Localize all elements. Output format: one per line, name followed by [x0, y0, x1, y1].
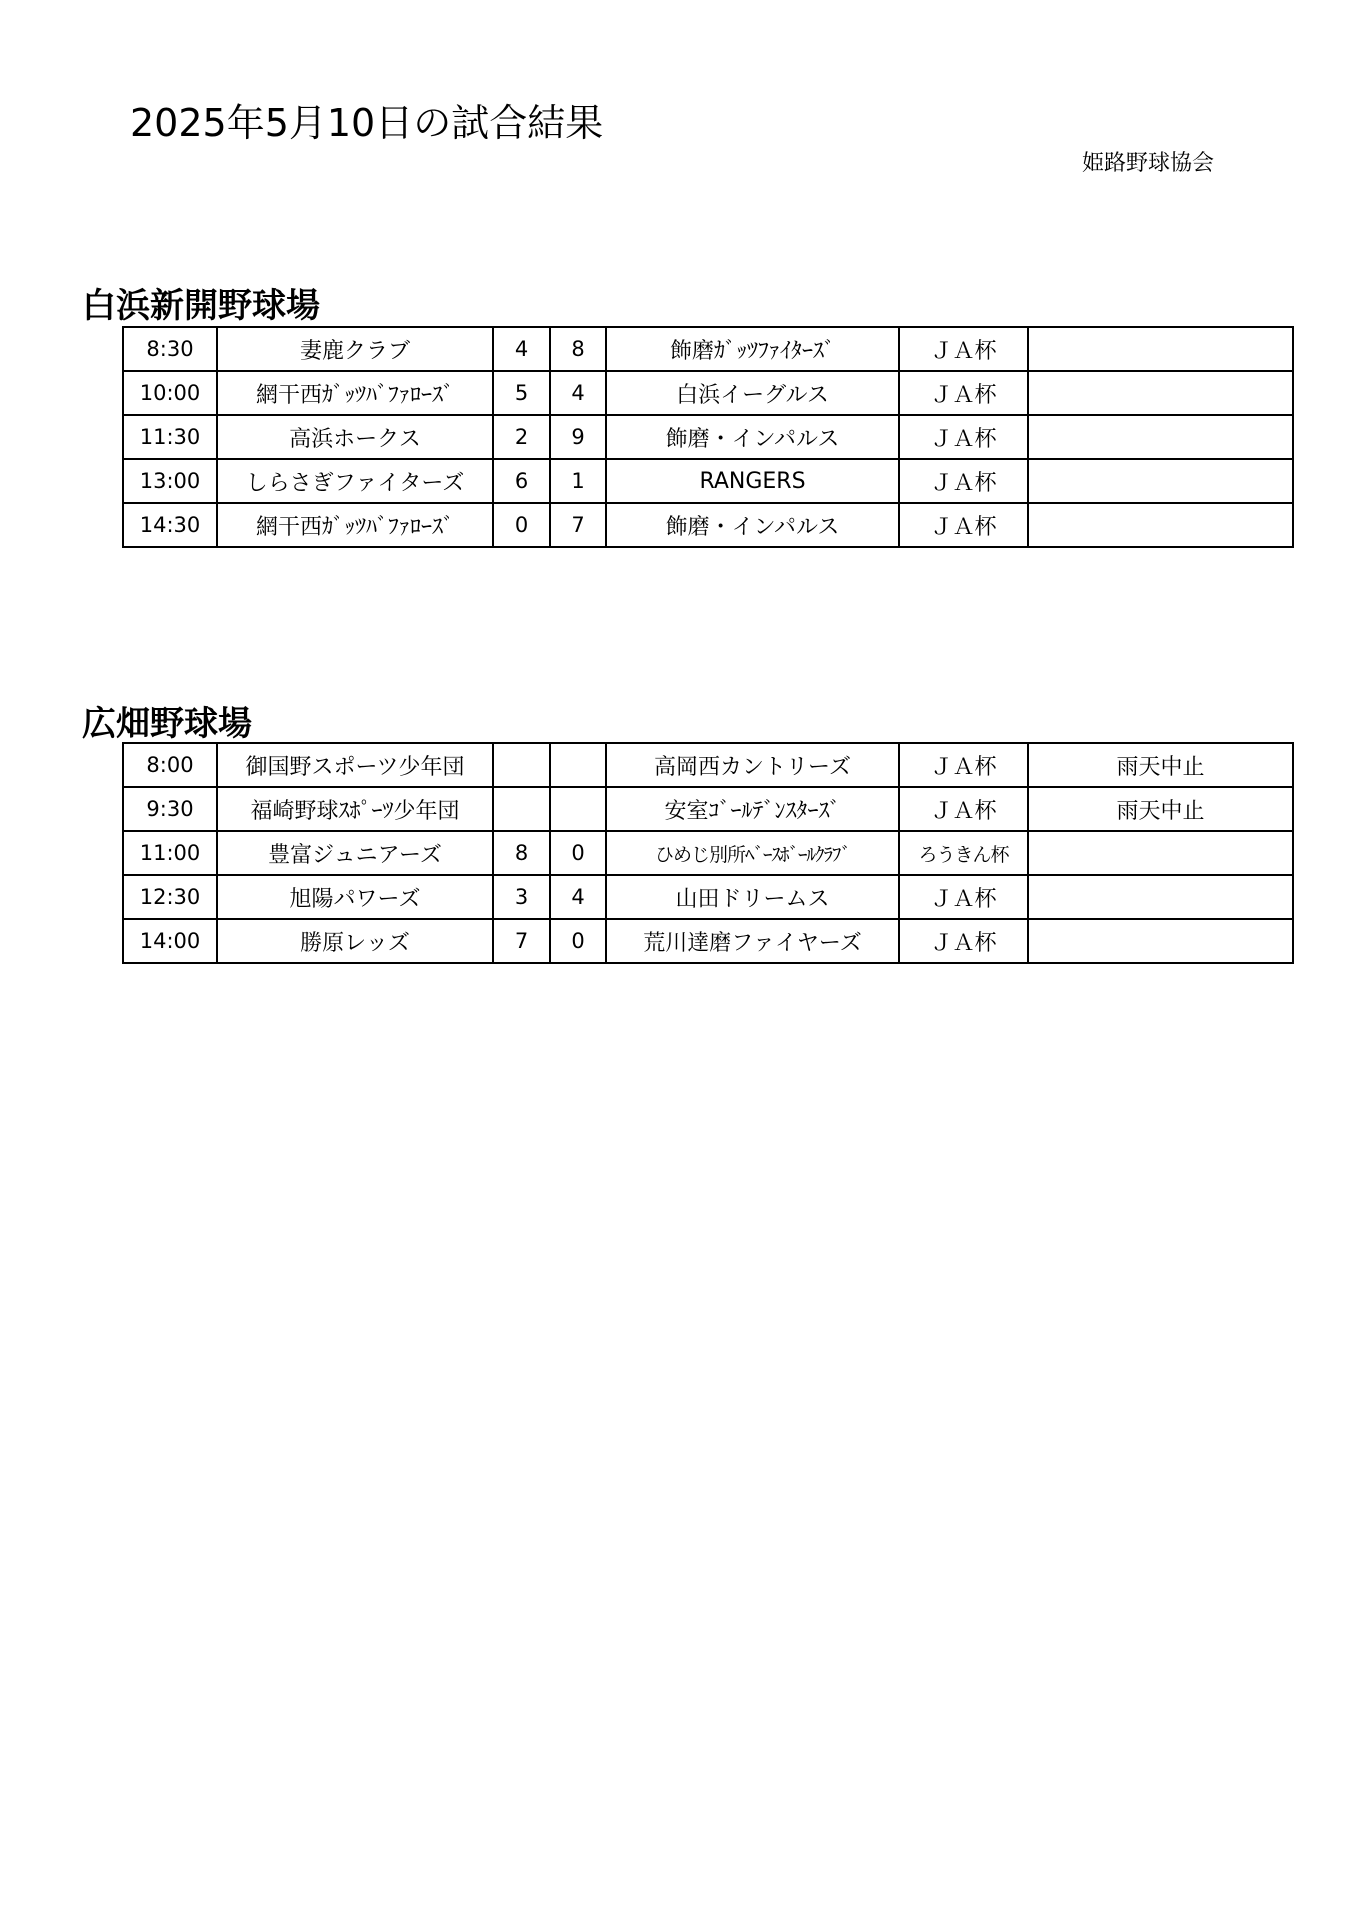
away-team: 白浜イーグルス: [606, 371, 899, 415]
home-score: 5: [493, 371, 550, 415]
game-time: 14:30: [123, 503, 217, 547]
game-note: [1028, 327, 1293, 371]
cup-name: ＪＡ杯: [899, 459, 1028, 503]
game-time: 9:30: [123, 787, 217, 831]
home-team: 網干西ｶﾞｯﾂﾊﾞﾌｧﾛｰｽﾞ: [217, 371, 493, 415]
cup-name: ＪＡ杯: [899, 743, 1028, 787]
home-team: 妻鹿クラブ: [217, 327, 493, 371]
away-score: 8: [550, 327, 606, 371]
game-time: 12:30: [123, 875, 217, 919]
away-score: [550, 787, 606, 831]
cup-name: ＪＡ杯: [899, 415, 1028, 459]
home-team: 豊富ジュニアーズ: [217, 831, 493, 875]
game-time: 11:30: [123, 415, 217, 459]
game-note: [1028, 875, 1293, 919]
away-team: ひめじ別所ﾍﾞｰｽﾎﾞｰﾙｸﾗﾌﾞ: [606, 831, 899, 875]
game-note: [1028, 831, 1293, 875]
home-score: 4: [493, 327, 550, 371]
cup-name: ＪＡ杯: [899, 919, 1028, 963]
home-score: 2: [493, 415, 550, 459]
venue-title: 広畑野球場: [82, 704, 252, 744]
away-score: [550, 743, 606, 787]
cup-name: ＪＡ杯: [899, 875, 1028, 919]
table-row: [123, 503, 1293, 547]
home-team: 旭陽パワーズ: [217, 875, 493, 919]
away-team: 飾磨・インパルス: [606, 503, 899, 547]
cup-name: ＪＡ杯: [899, 503, 1028, 547]
away-score: 4: [550, 371, 606, 415]
game-time: 14:00: [123, 919, 217, 963]
table-row: [123, 919, 1293, 963]
game-time: 8:00: [123, 743, 217, 787]
table-row: [123, 415, 1293, 459]
page-title: 2025年5月10日の試合結果: [130, 101, 604, 145]
game-time: 10:00: [123, 371, 217, 415]
away-team: 山田ドリームス: [606, 875, 899, 919]
game-time: 13:00: [123, 459, 217, 503]
home-team: 勝原レッズ: [217, 919, 493, 963]
game-time: 11:00: [123, 831, 217, 875]
home-score: 0: [493, 503, 550, 547]
away-team: 荒川達磨ファイヤーズ: [606, 919, 899, 963]
home-score: 3: [493, 875, 550, 919]
game-note: [1028, 459, 1293, 503]
home-score: 7: [493, 919, 550, 963]
home-team: しらさぎファイターズ: [217, 459, 493, 503]
away-score: 0: [550, 831, 606, 875]
game-time: 8:30: [123, 327, 217, 371]
game-note: [1028, 919, 1293, 963]
home-team: 御国野スポーツ少年団: [217, 743, 493, 787]
away-score: 0: [550, 919, 606, 963]
home-team: 福崎野球ｽﾎﾟｰﾂ少年団: [217, 787, 493, 831]
table-row: [123, 327, 1293, 371]
home-score: [493, 787, 550, 831]
game-note: 雨天中止: [1028, 743, 1293, 787]
table-row: [123, 831, 1293, 875]
away-team: RANGERS: [606, 459, 899, 503]
cup-name: ＪＡ杯: [899, 327, 1028, 371]
away-team: 安室ｺﾞｰﾙﾃﾞﾝｽﾀｰｽﾞ: [606, 787, 899, 831]
results-table: [122, 742, 1294, 964]
away-score: 1: [550, 459, 606, 503]
game-note: [1028, 415, 1293, 459]
away-score: 7: [550, 503, 606, 547]
home-score: [493, 743, 550, 787]
away-team: 飾磨ｶﾞｯﾂﾌｧｲﾀｰｽﾞ: [606, 327, 899, 371]
away-team: 飾磨・インパルス: [606, 415, 899, 459]
game-note: [1028, 371, 1293, 415]
game-note: 雨天中止: [1028, 787, 1293, 831]
home-score: 6: [493, 459, 550, 503]
table-row: [123, 875, 1293, 919]
results-table: [122, 326, 1294, 548]
home-team: 高浜ホークス: [217, 415, 493, 459]
home-score: 8: [493, 831, 550, 875]
cup-name: ＪＡ杯: [899, 787, 1028, 831]
cup-name: ＪＡ杯: [899, 371, 1028, 415]
venue-title: 白浜新開野球場: [82, 286, 320, 326]
table-row: [123, 459, 1293, 503]
table-row: [123, 371, 1293, 415]
cup-name: ろうきん杯: [899, 831, 1028, 875]
home-team: 網干西ｶﾞｯﾂﾊﾞﾌｧﾛｰｽﾞ: [217, 503, 493, 547]
table-row: [123, 743, 1293, 787]
away-score: 9: [550, 415, 606, 459]
table-row: [123, 787, 1293, 831]
away-team: 高岡西カントリーズ: [606, 743, 899, 787]
away-score: 4: [550, 875, 606, 919]
organization-name: 姫路野球協会: [1082, 151, 1215, 176]
game-note: [1028, 503, 1293, 547]
